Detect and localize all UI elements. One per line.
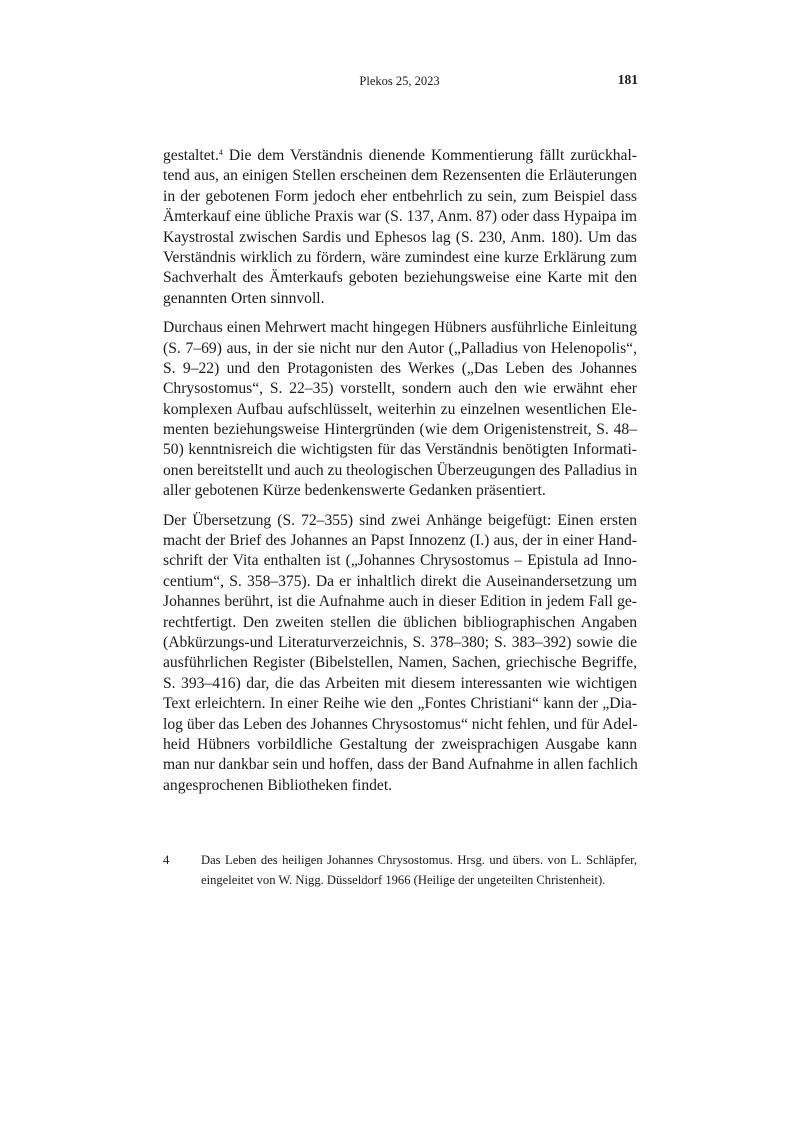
page-number: 181 [617, 72, 638, 87]
paragraph [163, 146, 637, 309]
text-line: (S. 7–69) aus, in der sie nicht nur den Autor („Palladius von Helenopolis“, [163, 339, 637, 357]
text-line: schrift der Vita enthalten ist („Johannes Chrysostomus – Epistula ad Inno- [163, 552, 637, 570]
text-line: macht der Brief des Johannes an Papst Innozenz (I.) aus, der in einer Hand- [163, 532, 637, 550]
text-line: aller gebotenen Kürze bedenkenswerte Gedanken präsentiert. [163, 482, 546, 500]
text-line: (Abkürzungs-und Literaturverzeichnis, S. 378–380; S. 383–392) sowie die [163, 633, 637, 651]
text-line: Text erleichtern. In einer Reihe wie den „Fontes Christiani“ kann der „Dia- [163, 695, 637, 713]
text-line: angesprochenen Bibliotheken findet. [163, 776, 393, 794]
footnote-line: Das Leben des heiligen Johannes Chrysostomus. Hrsg. und übers. von L. Schläpfer, [201, 853, 637, 867]
text-line: Johannes berührt, ist die Aufnahme auch in dieser Edition in jedem Fall ge- [163, 593, 637, 611]
text-line: menten beziehungsweise Hintergründen (wie dem Origenistenstreit, S. 48– [163, 421, 637, 439]
text-line: S. 9–22) und den Protagonisten des Werkes („Das Leben des Johannes [163, 359, 637, 377]
text-fragment: Die dem Verständnis dienende Kommentierung fällt zurückhal- [222, 147, 637, 164]
text-line: ausführlichen Register (Bibelstellen, Namen, Sachen, griechische Begriffe, [163, 654, 637, 672]
running-header: Plekos 25, 2023 [359, 74, 440, 88]
footnote-number: 4 [163, 853, 170, 867]
text-line: Chrysostomus“, S. 22–35) vorstellt, sondern auch den wie erwähnt eher [163, 380, 637, 398]
text-line: onen bereitstellt und auch zu theologischen Überzeugungen des Palladius in [163, 461, 638, 479]
text-line: tend aus, an einigen Stellen erscheinen dem Rezensenten die Erläuterungen [163, 167, 637, 185]
body-text [163, 146, 637, 805]
text-line: in der gebotenen Form jedoch eher entbehrlich zu sein, zum Beispiel dass [163, 187, 637, 205]
text-line: Durchaus einen Mehrwert macht hingegen Hübners ausführliche Einleitung [163, 319, 637, 337]
text-line: heid Hübners vorbildliche Gestaltung der zweisprachigen Ausgabe kann [163, 735, 637, 753]
text-line: genannten Orten sinnvoll. [163, 289, 325, 307]
text-line: Kaystrostal zwischen Sardis und Ephesos lag (S. 230, Anm. 180). Um das [163, 228, 637, 246]
text-line: S. 393–416) dar, die das Arbeiten mit diesem interessanten wie wichtigen [163, 674, 637, 692]
footnote-reference[interactable]: 4 [218, 148, 223, 157]
text-line: rechtfertigt. Den zweiten stellen die üblichen bibliographischen Angaben [163, 613, 637, 631]
text-line: man nur dankbar sein und hoffen, dass der Band Aufnahme in allen fachlich [163, 756, 638, 774]
text-line: Der Übersetzung (S. 72–355) sind zwei Anhänge beigefügt: Einen ersten [163, 511, 637, 529]
text-fragment: gestaltet. [163, 147, 219, 164]
text-line: komplexen Aufbau aufschlüsselt, weiterhin zu einzelnen wesentlichen Ele- [163, 400, 637, 418]
paragraph [163, 318, 637, 502]
text-line: log über das Leben des Johannes Chrysostomus“ nicht fehlen, und für Adel- [163, 715, 638, 733]
footnote-text [201, 852, 637, 893]
text-line [163, 146, 637, 166]
text-line: 50) kenntnisreich die wichtigsten für das Verständnis benötigten Informati- [163, 441, 637, 459]
text-line: Verständnis wirklich zu fördern, wäre zumindest eine kurze Erklärung zum [163, 248, 637, 266]
text-line: Ämterkauf eine übliche Praxis war (S. 137, Anm. 87) oder dass Hypaipa im [163, 208, 637, 226]
paragraph [163, 511, 637, 796]
text-line: Sachverhalt des Ämterkaufs geboten beziehungsweise eine Karte mit den [163, 269, 637, 287]
footnote-line: eingeleitet von W. Nigg. Düsseldorf 1966 (Heilige der ungeteilten Christenheit). [201, 873, 606, 888]
text-line: centium“, S. 358–375). Da er inhaltlich direkt die Auseinandersetzung um [163, 572, 637, 590]
